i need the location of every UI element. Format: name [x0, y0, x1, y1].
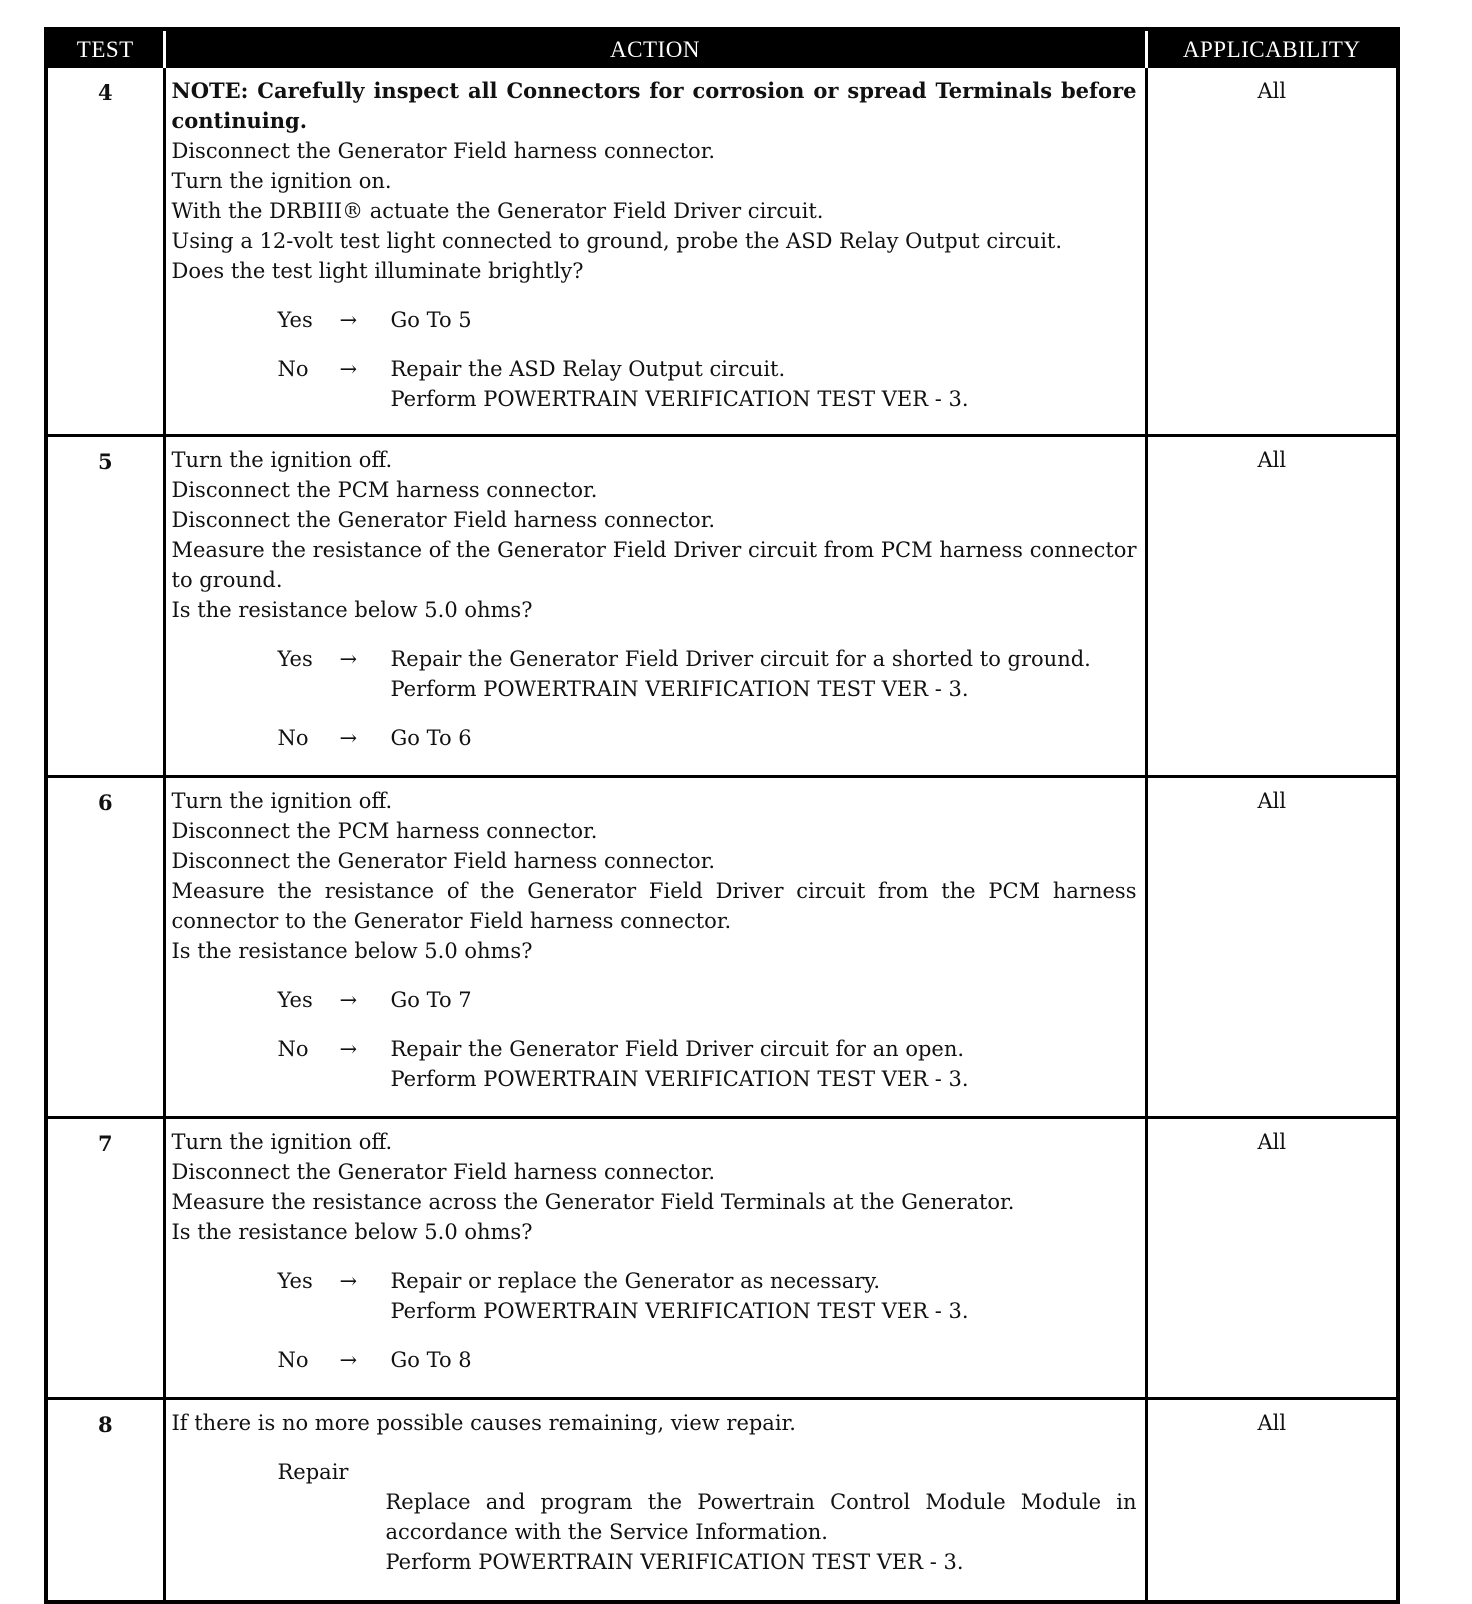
repair-label: Repair — [277, 1460, 349, 1484]
step-text: Measure the resistance of the Generator Field Driver circuit from PCM harness connector to ground. — [171, 538, 1137, 592]
step-text: Turn the ignition off. — [171, 448, 393, 472]
yes-result — [391, 644, 1137, 704]
no-result — [391, 1345, 1137, 1375]
arrow-icon: → — [339, 308, 358, 332]
no-result — [391, 723, 1137, 753]
table-row-test-7 — [46, 1118, 1398, 1399]
question-text: Is the resistance below 5.0 ohms? — [171, 939, 533, 963]
no-label: No — [277, 1037, 309, 1061]
result-line: Perform POWERTRAIN VERIFICATION TEST VER - 3. — [390, 677, 969, 701]
result-line: Repair or replace the Generator as necessary. — [390, 1269, 881, 1293]
no-result — [391, 1034, 1137, 1094]
applicability-value: All — [1146, 1399, 1398, 1603]
table-row-test-5 — [46, 436, 1398, 777]
arrow-icon: → — [339, 1037, 358, 1061]
no-answer — [278, 723, 1137, 753]
result-line: Go To 8 — [390, 1348, 472, 1372]
header-test: TEST — [46, 29, 164, 68]
step-text: If there is no more possible causes remaining, view repair. — [171, 1411, 796, 1435]
result-line: Repair the Generator Field Driver circuit for an open. — [390, 1037, 965, 1061]
question-text: Does the test light illuminate brightly? — [171, 259, 584, 283]
table-row-test-4 — [46, 68, 1398, 436]
no-label: No — [277, 357, 309, 381]
result-line: Perform POWERTRAIN VERIFICATION TEST VER - 3. — [390, 387, 969, 411]
arrow-icon: → — [339, 1269, 358, 1293]
arrow-icon: → — [339, 726, 358, 750]
step-text: Disconnect the Generator Field harness connector. — [171, 1160, 716, 1184]
step-text: With the DRBIII® actuate the Generator Field Driver circuit. — [171, 199, 824, 223]
yes-answer — [278, 305, 1137, 335]
no-label: No — [277, 726, 309, 750]
action-cell — [164, 1399, 1146, 1603]
yes-label: Yes — [277, 647, 313, 671]
result-line: Perform POWERTRAIN VERIFICATION TEST VER - 3. — [390, 1067, 969, 1091]
yes-answer — [278, 1266, 1137, 1326]
repair-block — [278, 1457, 1137, 1577]
step-text: Disconnect the PCM harness connector. — [171, 478, 598, 502]
applicability-value: All — [1146, 436, 1398, 777]
repair-line: Replace and program the Powertrain Control Module Module in accordance with the Service Information. — [385, 1490, 1137, 1544]
yes-label: Yes — [277, 1269, 313, 1293]
step-text: Disconnect the Generator Field harness connector. — [171, 849, 716, 873]
header-action: ACTION — [164, 29, 1146, 68]
yes-label: Yes — [277, 308, 313, 332]
table-row-test-8 — [46, 1399, 1398, 1603]
repair-line: Perform POWERTRAIN VERIFICATION TEST VER - 3. — [385, 1550, 964, 1574]
step-text: Disconnect the PCM harness connector. — [171, 819, 598, 843]
test-number: 5 — [46, 436, 164, 777]
result-line: Go To 7 — [390, 988, 472, 1012]
no-answer — [278, 1034, 1137, 1094]
arrow-icon: → — [339, 647, 358, 671]
applicability-value: All — [1146, 777, 1398, 1118]
no-result — [391, 354, 1137, 414]
result-line: Go To 6 — [390, 726, 472, 750]
test-number: 8 — [46, 1399, 164, 1603]
question-text: Is the resistance below 5.0 ohms? — [171, 1220, 533, 1244]
yes-label: Yes — [277, 988, 313, 1012]
step-text: Measure the resistance of the Generator Field Driver circuit from the PCM harness connector to the Generator Field harness connector. — [171, 879, 1137, 933]
table-header-row — [46, 29, 1398, 68]
test-number: 7 — [46, 1118, 164, 1399]
no-answer — [278, 1345, 1137, 1375]
yes-result — [391, 305, 1137, 335]
no-label: No — [277, 1348, 309, 1372]
yes-answer — [278, 985, 1137, 1015]
yes-answer — [278, 644, 1137, 704]
step-text: Using a 12-volt test light connected to ground, probe the ASD Relay Output circuit. — [171, 229, 1063, 253]
action-cell — [164, 436, 1146, 777]
question-text: Is the resistance below 5.0 ohms? — [171, 598, 533, 622]
action-cell — [164, 68, 1146, 436]
no-answer — [278, 354, 1137, 414]
result-line: Repair the ASD Relay Output circuit. — [390, 357, 786, 381]
step-text: Disconnect the Generator Field harness connector. — [171, 139, 716, 163]
note-text: NOTE: Carefully inspect all Connectors for corrosion or spread Terminals before continuing. — [171, 78, 1137, 133]
header-applicability: APPLICABILITY — [1146, 29, 1398, 68]
arrow-icon: → — [339, 357, 358, 381]
yes-result — [391, 985, 1137, 1015]
result-line: Go To 5 — [390, 308, 472, 332]
step-text: Turn the ignition off. — [171, 1130, 393, 1154]
applicability-value: All — [1146, 68, 1398, 436]
applicability-value: All — [1146, 1118, 1398, 1399]
step-text: Turn the ignition on. — [171, 169, 392, 193]
test-number: 6 — [46, 777, 164, 1118]
step-text: Measure the resistance across the Generator Field Terminals at the Generator. — [171, 1190, 1015, 1214]
step-text: Turn the ignition off. — [171, 789, 393, 813]
result-line: Perform POWERTRAIN VERIFICATION TEST VER - 3. — [390, 1299, 969, 1323]
step-text: Disconnect the Generator Field harness connector. — [171, 508, 716, 532]
table-row-test-6 — [46, 777, 1398, 1118]
action-cell — [164, 1118, 1146, 1399]
yes-result — [391, 1266, 1137, 1326]
repair-instructions — [386, 1487, 1137, 1577]
result-line: Repair the Generator Field Driver circuit for a shorted to ground. — [390, 647, 1091, 671]
arrow-icon: → — [339, 1348, 358, 1372]
arrow-icon: → — [339, 988, 358, 1012]
test-number: 4 — [97, 80, 113, 105]
action-cell — [164, 777, 1146, 1118]
diagnostic-test-table — [44, 27, 1400, 1604]
